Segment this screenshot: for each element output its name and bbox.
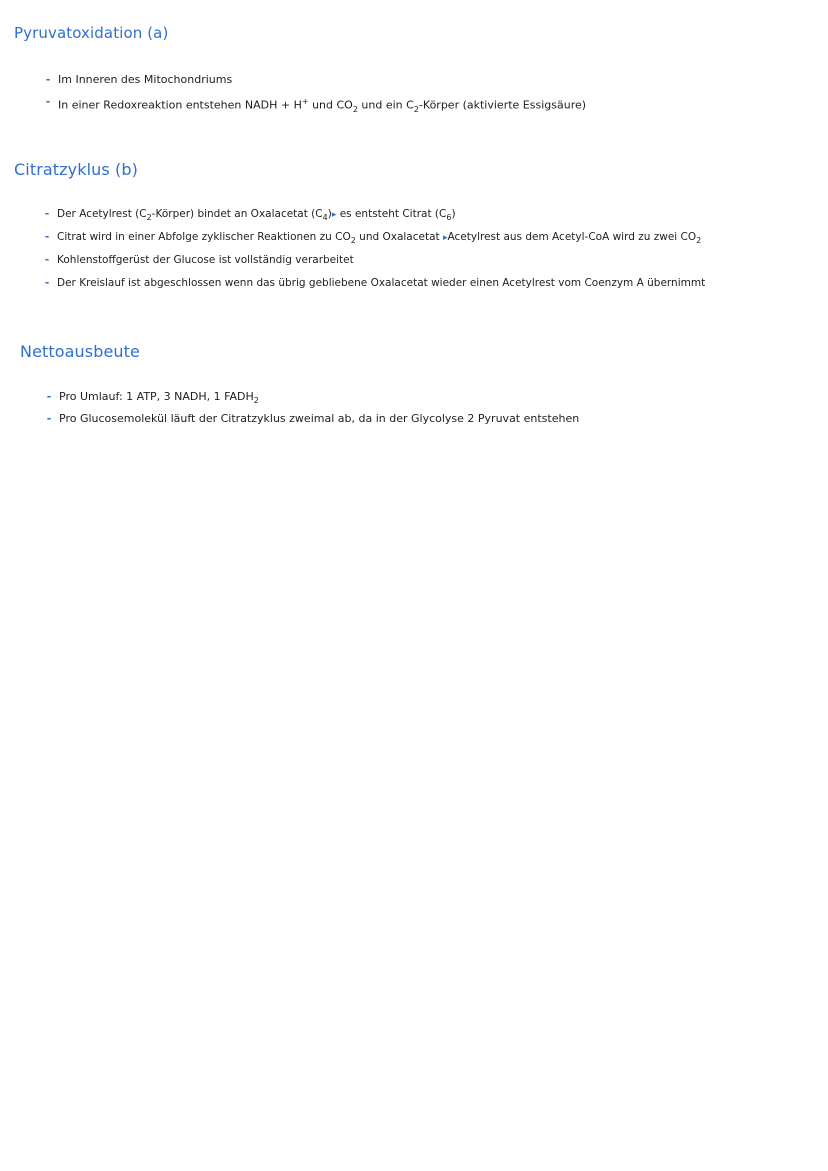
bullet-dash: -: [44, 277, 50, 289]
bullet-text: Der Kreislauf ist abgeschlossen wenn das übrig gebliebene Oxalacetat wieder einen Acetylrest vom Coenzym A übernimmt: [57, 277, 706, 289]
bullet-item: [44, 229, 705, 252]
heading-pyruvatoxidation: Pyruvatoxidation (a): [14, 24, 169, 42]
bullet-text: In einer Redoxreaktion entstehen NADH + H: [58, 98, 302, 112]
bullet-item: [44, 206, 705, 229]
bullet-text: Kohlenstoffgerüst der Glucose ist vollständig verarbeitet: [57, 254, 354, 266]
bullet-list-citratzyklus: [44, 206, 706, 298]
subscript: 6: [446, 213, 452, 223]
bullet-text: ): [451, 208, 456, 220]
subscript: 2: [146, 213, 152, 223]
bullet-text: es entsteht Citrat (C: [336, 208, 447, 220]
bullet-dash: -: [45, 95, 51, 108]
superscript: +: [301, 97, 309, 106]
heading-citratzyklus: Citratzyklus (b): [14, 160, 138, 179]
subscript: 2: [253, 396, 259, 406]
bullet-dash: -: [46, 412, 52, 425]
bullet-list-nettoausbeute: [46, 389, 580, 433]
subscript: 2: [413, 104, 419, 114]
bullet-item: [46, 389, 579, 411]
heading-nettoausbeute: Nettoausbeute: [20, 342, 140, 361]
bullet-text: und Oxalacetat: [355, 231, 443, 243]
subscript: 4: [322, 213, 328, 223]
subscript: 2: [350, 236, 356, 246]
bullet-dash: -: [44, 208, 50, 220]
arrow-right-icon: ▸: [331, 210, 337, 220]
bullet-dash: -: [46, 390, 52, 403]
bullet-text: und CO: [308, 98, 353, 112]
bullet-text: Acetylrest aus dem Acetyl-CoA wird zu zwei CO: [447, 231, 697, 243]
bullet-text: -Körper) bindet an Oxalacetat (C: [151, 208, 323, 220]
bullet-text: Im Inneren des Mitochondriums: [58, 73, 233, 86]
bullet-dash: -: [44, 254, 50, 266]
bullet-list-pyruvatoxidation: [45, 72, 587, 116]
subscript: 2: [696, 236, 702, 246]
bullet-text: Pro Umlauf: 1 ATP, 3 NADH, 1 FADH: [59, 390, 254, 403]
bullet-text: Der Acetylrest (C: [57, 208, 147, 220]
bullet-text: und ein C: [357, 98, 414, 112]
bullet-text: Pro Glucosemolekül läuft der Citratzyklus zweimal ab, da in der Glycolyse 2 Pyruvat entstehen: [59, 412, 580, 425]
bullet-dash: -: [45, 73, 51, 86]
bullet-text: -Körper (aktivierte Essigsäure): [418, 98, 587, 112]
bullet-text: ): [327, 208, 332, 220]
bullet-item: [44, 252, 705, 275]
bullet-item: [44, 275, 706, 298]
bullet-item: [46, 411, 580, 433]
bullet-item: [45, 72, 586, 94]
subscript: 2: [352, 104, 358, 114]
arrow-right-icon: ▸: [442, 233, 448, 243]
bullet-item: [45, 94, 587, 116]
bullet-text: Citrat wird in einer Abfolge zyklischer Reaktionen zu CO: [57, 231, 351, 243]
bullet-dash: -: [44, 231, 50, 243]
